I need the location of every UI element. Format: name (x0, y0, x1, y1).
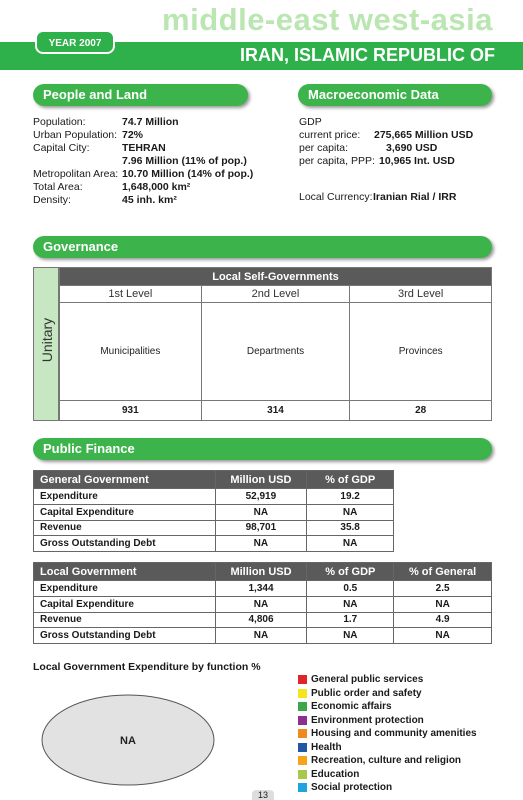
gen-row-3-gdp: NA (307, 536, 394, 552)
legend-item (298, 754, 477, 768)
level-2-count: 314 (201, 401, 350, 421)
table-row (34, 596, 492, 612)
legend-swatch (298, 689, 307, 698)
local-government-table (33, 562, 492, 644)
expenditure-pie (40, 690, 220, 790)
table-row (34, 504, 394, 520)
total-area-label: Total Area: (33, 181, 83, 193)
legend-item (298, 781, 477, 795)
loc-row-2-gdp: 1.7 (307, 612, 394, 628)
legend-label: Recreation, culture and religion (311, 755, 462, 766)
legend-swatch (298, 743, 307, 752)
legend-swatch (298, 716, 307, 725)
per-capita-label: per capita: (299, 142, 349, 154)
expenditure-chart-title: Local Government Expenditure by function % (33, 661, 261, 673)
governance-heading: Governance (33, 236, 492, 258)
table-row (34, 581, 492, 597)
density-label: Density: (33, 194, 71, 206)
pie-na-label: NA (120, 735, 136, 747)
loc-row-2-label: Revenue (34, 612, 216, 628)
gen-row-2-usd: 98,701 (215, 520, 307, 536)
per-capita-ppp-value: 10,965 Int. USD (379, 155, 455, 167)
urban-population-label: Urban Population: (33, 129, 118, 141)
population-value: 74.7 Million (122, 116, 179, 128)
capital-city-label: Capital City: (33, 142, 90, 154)
gen-header-0: General Government (34, 471, 216, 489)
loc-header-1: Million USD (215, 563, 307, 581)
legend-swatch (298, 702, 307, 711)
gen-row-0-label: Expenditure (34, 489, 216, 505)
population-label: Population: (33, 116, 86, 128)
gen-row-1-usd: NA (215, 504, 307, 520)
page-number: 13 (252, 790, 274, 800)
gov-table-title: Local Self-Governments (60, 268, 492, 286)
gen-row-2-gdp: 35.8 (307, 520, 394, 536)
unitary-side-label (33, 267, 59, 421)
table-row (34, 536, 394, 552)
gen-row-0-gdp: 19.2 (307, 489, 394, 505)
level-1-count: 931 (60, 401, 202, 421)
loc-row-1-label: Capital Expenditure (34, 596, 216, 612)
loc-row-3-general: NA (394, 628, 492, 644)
legend-label: Education (311, 768, 360, 780)
loc-row-3-usd: NA (215, 628, 307, 644)
level-2-name: Departments (201, 303, 350, 401)
legend-label: Social protection (311, 782, 393, 793)
loc-row-0-gdp: 0.5 (307, 581, 394, 597)
macro-heading: Macroeconomic Data (298, 84, 492, 106)
legend-swatch (298, 756, 307, 765)
table-row (34, 612, 492, 628)
gen-row-1-gdp: NA (307, 504, 394, 520)
gdp-label: GDP (299, 116, 322, 128)
loc-row-1-gdp: NA (307, 596, 394, 612)
table-row (34, 628, 492, 644)
legend-swatch (298, 675, 307, 684)
loc-row-0-usd: 1,344 (215, 581, 307, 597)
gen-row-3-label: Gross Outstanding Debt (34, 536, 216, 552)
legend-label: Health (311, 741, 342, 753)
year-tab: YEAR 2007 (35, 30, 115, 54)
page-banner (0, 0, 523, 68)
legend-item (298, 700, 477, 714)
gen-header-1: Million USD (215, 471, 307, 489)
legend-swatch (298, 770, 307, 779)
loc-row-2-usd: 4,806 (215, 612, 307, 628)
level-1-header: 1st Level (60, 286, 202, 303)
loc-row-2-general: 4.9 (394, 612, 492, 628)
people-land-list (33, 116, 293, 216)
level-3-name: Provinces (350, 303, 492, 401)
gen-row-0-usd: 52,919 (215, 489, 307, 505)
level-3-count: 28 (350, 401, 492, 421)
currency-label: Local Currency: (299, 191, 373, 203)
legend-label: Environment protection (311, 714, 424, 726)
level-3-header: 3rd Level (350, 286, 492, 303)
public-finance-heading: Public Finance (33, 438, 492, 460)
level-1-name: Municipalities (60, 303, 202, 401)
gen-header-2: % of GDP (307, 471, 394, 489)
macro-list (299, 116, 499, 206)
capital-population-value: 7.96 Million (11% of pop.) (122, 155, 247, 167)
loc-header-2: % of GDP (307, 563, 394, 581)
legend-label: Public order and safety (311, 687, 422, 699)
legend-label: General public services (311, 674, 424, 685)
legend-item (298, 673, 477, 687)
gen-row-1-label: Capital Expenditure (34, 504, 216, 520)
current-price-label: current price: (299, 129, 361, 141)
legend-item (298, 687, 477, 701)
density-value: 45 inh. km² (122, 194, 177, 206)
loc-header-0: Local Government (34, 563, 216, 581)
capital-city-value: TEHRAN (122, 142, 166, 154)
legend-swatch (298, 783, 307, 792)
current-price-value: 275,665 Million USD (374, 129, 474, 141)
legend-item (298, 727, 477, 741)
currency-value: Iranian Rial / IRR (373, 191, 457, 203)
loc-row-3-label: Gross Outstanding Debt (34, 628, 216, 644)
per-capita-value: 3,690 USD (386, 142, 438, 154)
table-row (34, 520, 394, 536)
loc-row-1-general: NA (394, 596, 492, 612)
general-government-table (33, 470, 394, 552)
level-2-header: 2nd Level (201, 286, 350, 303)
expenditure-legend (298, 673, 477, 795)
legend-label: Housing and community amenities (311, 728, 477, 739)
total-area-value: 1,648,000 km² (122, 181, 191, 193)
legend-item (298, 741, 477, 755)
loc-header-3: % of General (394, 563, 492, 581)
metropolitan-area-label: Metropolitan Area: (33, 168, 119, 180)
metropolitan-area-value: 10.70 Million (14% of pop.) (122, 168, 254, 180)
gen-row-3-usd: NA (215, 536, 307, 552)
gen-row-2-label: Revenue (34, 520, 216, 536)
governance-table (59, 267, 492, 421)
legend-item (298, 768, 477, 782)
loc-row-3-gdp: NA (307, 628, 394, 644)
unitary-label: Unitary (39, 317, 55, 363)
table-row (34, 489, 394, 505)
people-land-heading: People and Land (33, 84, 248, 106)
legend-label: Economic affairs (311, 701, 392, 712)
per-capita-ppp-label: per capita, PPP: (299, 155, 375, 167)
legend-swatch (298, 729, 307, 738)
region-title: middle-east west-asia (162, 2, 493, 37)
loc-row-1-usd: NA (215, 596, 307, 612)
loc-row-0-label: Expenditure (34, 581, 216, 597)
legend-item (298, 714, 477, 728)
loc-row-0-general: 2.5 (394, 581, 492, 597)
urban-population-value: 72% (122, 129, 144, 141)
country-title: IRAN, ISLAMIC REPUBLIC OF (240, 45, 495, 65)
